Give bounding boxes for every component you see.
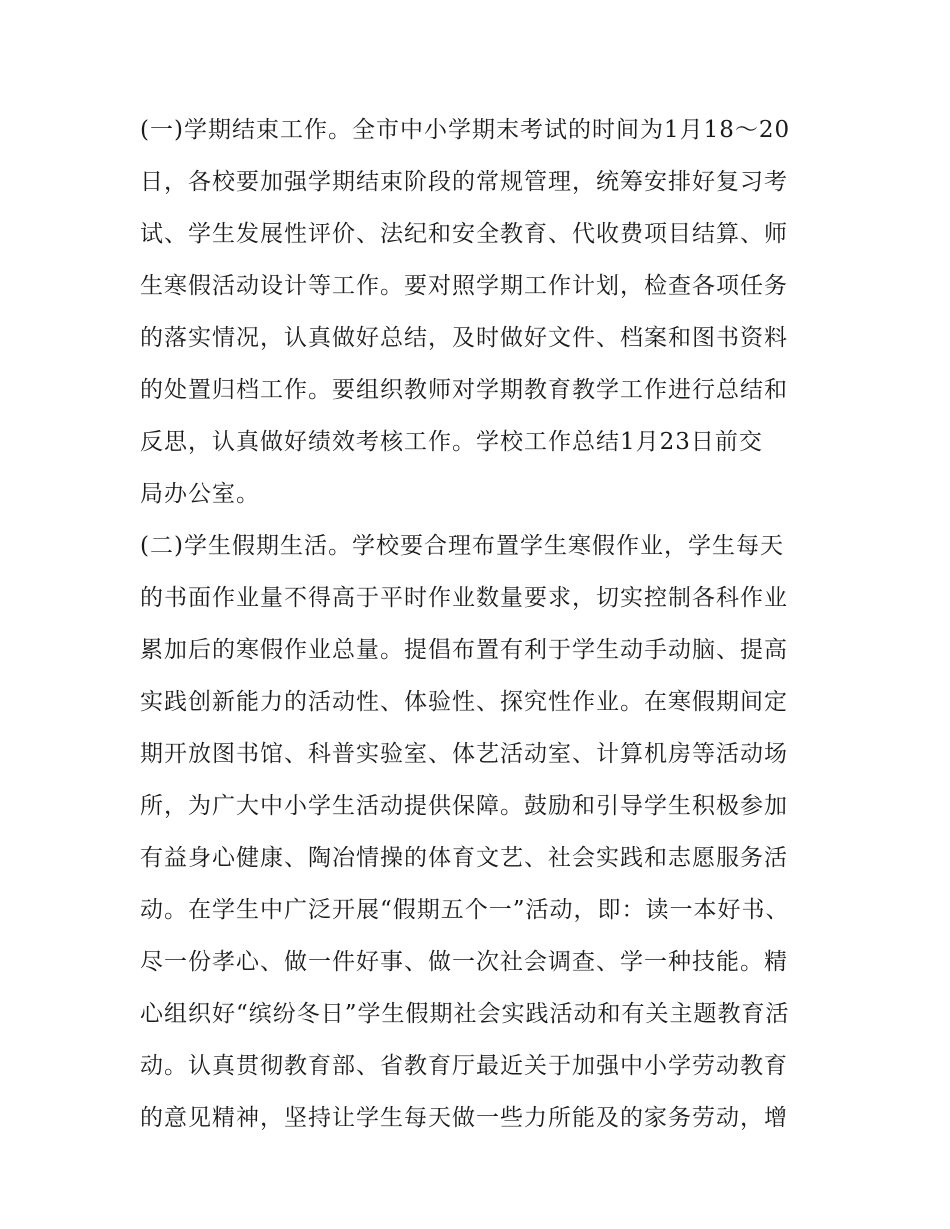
text-line: 的落实情况，认真做好总结，及时做好文件、档案和图书资料: [140, 325, 788, 351]
text-line: 生寒假活动设计等工作。要对照学期工作计划，检查各项任务: [140, 273, 788, 299]
text-line: (一)学期结束工作。全市中小学期末考试的时间为1月18～20: [140, 117, 791, 143]
text-line: 心组织好“缤纷冬日”学生假期社会实践活动和有关主题教育活: [140, 1001, 790, 1027]
text-line: 动。在学生中广泛开展“假期五个一”活动，即：读一本好书、: [140, 897, 790, 923]
text-line: 的意见精神，坚持让学生每天做一些力所能及的家务劳动，增: [140, 1105, 788, 1131]
text-line: 动。认真贯彻教育部、省教育厅最近关于加强中小学劳动教育: [140, 1053, 788, 1079]
text-line: 累加后的寒假作业总量。提倡布置有利于学生动手动脑、提高: [140, 637, 788, 663]
text-line: 的处置归档工作。要组织教师对学期教育教学工作进行总结和: [140, 377, 788, 403]
text-line: 有益身心健康、陶冶情操的体育文艺、社会实践和志愿服务活: [140, 845, 788, 871]
text-line: 日，各校要加强学期结束阶段的常规管理，统筹安排好复习考: [140, 169, 788, 195]
text-line: 所，为广大中小学生活动提供保障。鼓励和引导学生积极参加: [140, 793, 788, 819]
text-line: 局办公室。: [140, 481, 260, 507]
text-line: 实践创新能力的活动性、体验性、探究性作业。在寒假期间定: [140, 689, 788, 715]
text-line: 期开放图书馆、科普实验室、体艺活动室、计算机房等活动场: [140, 741, 788, 767]
text-line: 反思，认真做好绩效考核工作。学校工作总结1月23日前交: [140, 429, 763, 455]
text-line: 试、学生发展性评价、法纪和安全教育、代收费项目结算、师: [140, 221, 788, 247]
text-line: 的书面作业量不得高于平时作业数量要求，切实控制各科作业: [140, 585, 788, 611]
text-line: (二)学生假期生活。学校要合理布置学生寒假作业，学生每天: [140, 533, 784, 559]
text-line: 尽一份孝心、做一件好事、做一次社会调查、学一种技能。精: [140, 949, 788, 975]
